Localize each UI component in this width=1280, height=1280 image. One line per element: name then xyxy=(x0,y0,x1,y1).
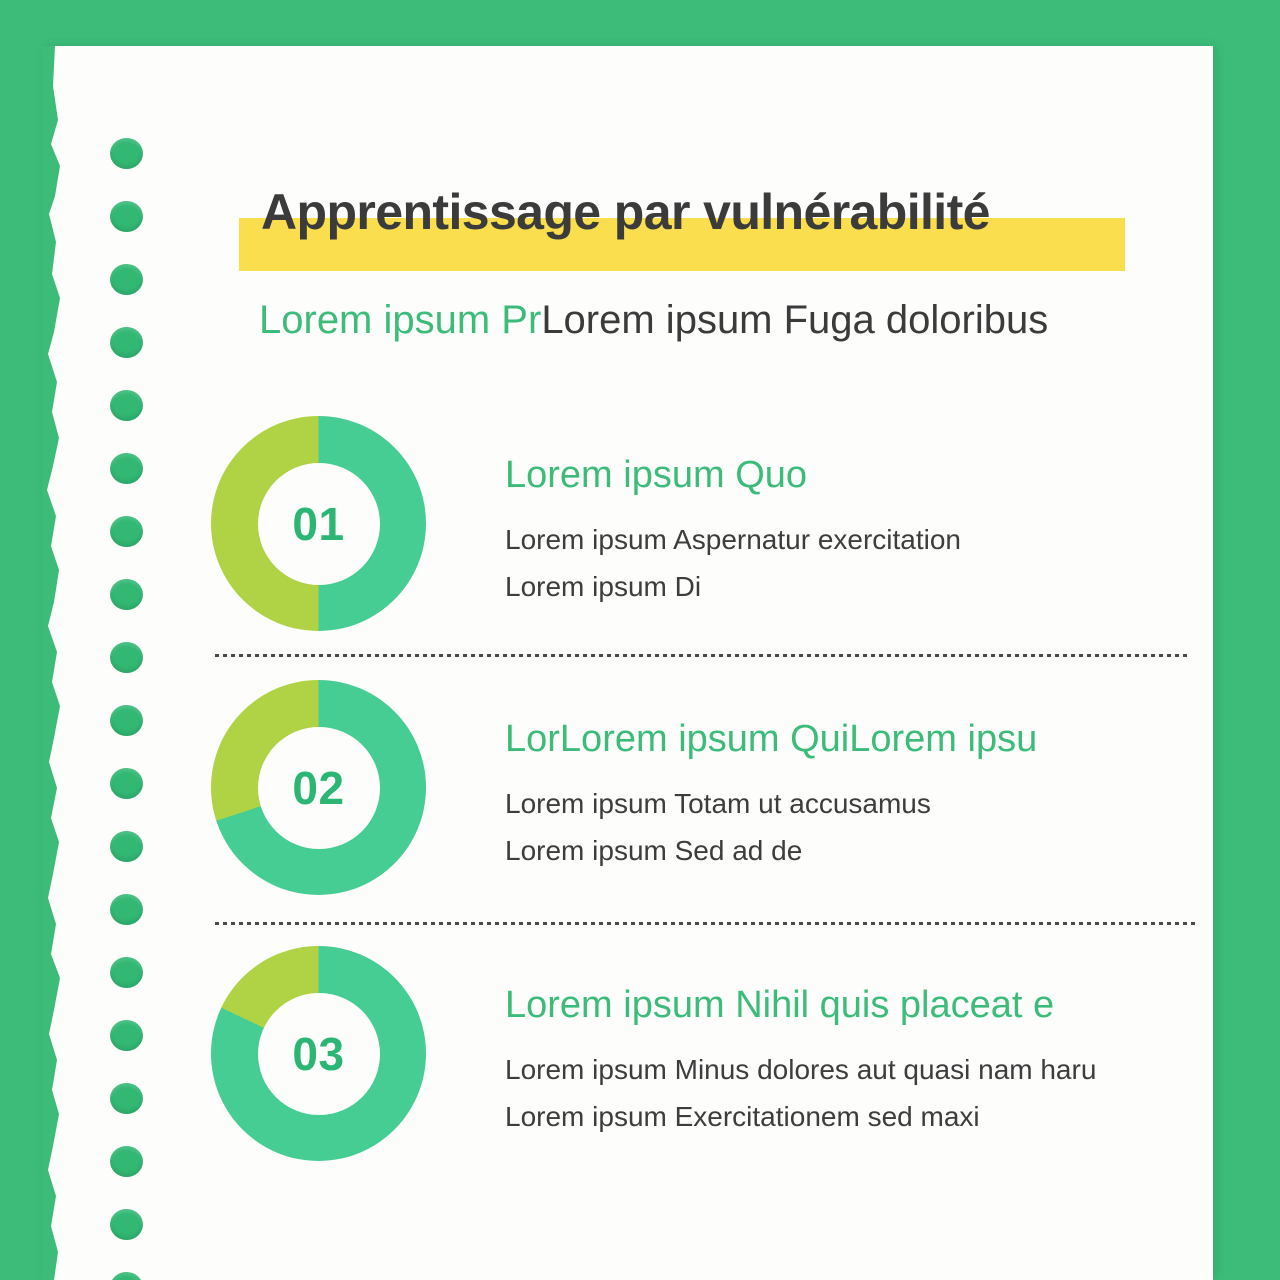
dotted-separator xyxy=(215,922,1195,925)
binding-holes xyxy=(110,138,150,1280)
list-item[interactable] xyxy=(211,946,1206,1161)
list-item-line: Lorem ipsum Totam ut accusamus xyxy=(505,788,931,819)
donut-chart-01 xyxy=(211,416,426,631)
page-subtitle xyxy=(259,294,1048,346)
list-item-line: Lorem ipsum Aspernatur exercitation xyxy=(505,524,961,555)
list-item[interactable] xyxy=(211,416,1206,631)
page-subtitle-rest: Lorem ipsum Fuga doloribus xyxy=(541,298,1049,342)
dotted-separator xyxy=(215,654,1190,657)
binding-hole xyxy=(110,831,143,862)
list-item-text xyxy=(505,416,961,610)
binding-hole xyxy=(110,1209,143,1240)
binding-hole xyxy=(110,390,143,421)
binding-hole xyxy=(110,138,143,169)
list-item-line: Lorem ipsum Sed ad de xyxy=(505,835,803,866)
list-item-body xyxy=(505,780,1037,874)
list-item-heading: Lorem ipsum Nihil quis placeat e xyxy=(505,984,1055,1026)
page-title-text: Apprentissage par vulnérabilité xyxy=(261,184,990,240)
donut-center xyxy=(258,463,380,585)
list-item-text xyxy=(505,680,1037,874)
step-number: 02 xyxy=(292,761,345,814)
list-item-line: Lorem ipsum Minus dolores aut quasi nam haru xyxy=(505,1054,1097,1085)
step-number: 01 xyxy=(292,497,345,550)
list-item-body xyxy=(505,516,961,610)
binding-hole xyxy=(110,894,143,925)
list-item-line: Lorem ipsum Di xyxy=(505,571,702,602)
binding-hole xyxy=(110,1146,143,1177)
binding-hole xyxy=(110,1272,143,1280)
binding-hole xyxy=(110,642,143,673)
donut-chart-03 xyxy=(211,946,426,1161)
step-number: 03 xyxy=(292,1027,345,1080)
binding-hole xyxy=(110,1020,143,1051)
torn-paper-edge-icon xyxy=(42,46,68,1280)
list-item-text xyxy=(505,946,1096,1140)
content-column xyxy=(197,46,1207,1280)
binding-hole xyxy=(110,201,143,232)
list-item-heading: Lorem ipsum Quo xyxy=(505,454,808,496)
binding-hole xyxy=(110,516,143,547)
binding-hole xyxy=(110,705,143,736)
list-item-body xyxy=(505,1046,1096,1140)
binding-hole xyxy=(110,957,143,988)
donut-center xyxy=(258,727,380,849)
page-title xyxy=(239,178,1169,274)
binding-hole xyxy=(110,264,143,295)
list-item-line: Lorem ipsum Exercitationem sed maxi xyxy=(505,1101,980,1132)
list-item-heading: LorLorem ipsum QuiLorem ipsu xyxy=(505,718,1038,760)
page-subtitle-accent: Lorem ipsum Pr xyxy=(259,298,542,342)
donut-center xyxy=(258,993,380,1115)
binding-hole xyxy=(110,327,143,358)
binding-hole xyxy=(110,579,143,610)
binding-hole xyxy=(110,768,143,799)
binding-hole xyxy=(110,453,143,484)
list-item[interactable] xyxy=(211,680,1206,895)
binding-hole xyxy=(110,1083,143,1114)
donut-chart-02 xyxy=(211,680,426,895)
notebook-sheet xyxy=(42,46,1213,1280)
